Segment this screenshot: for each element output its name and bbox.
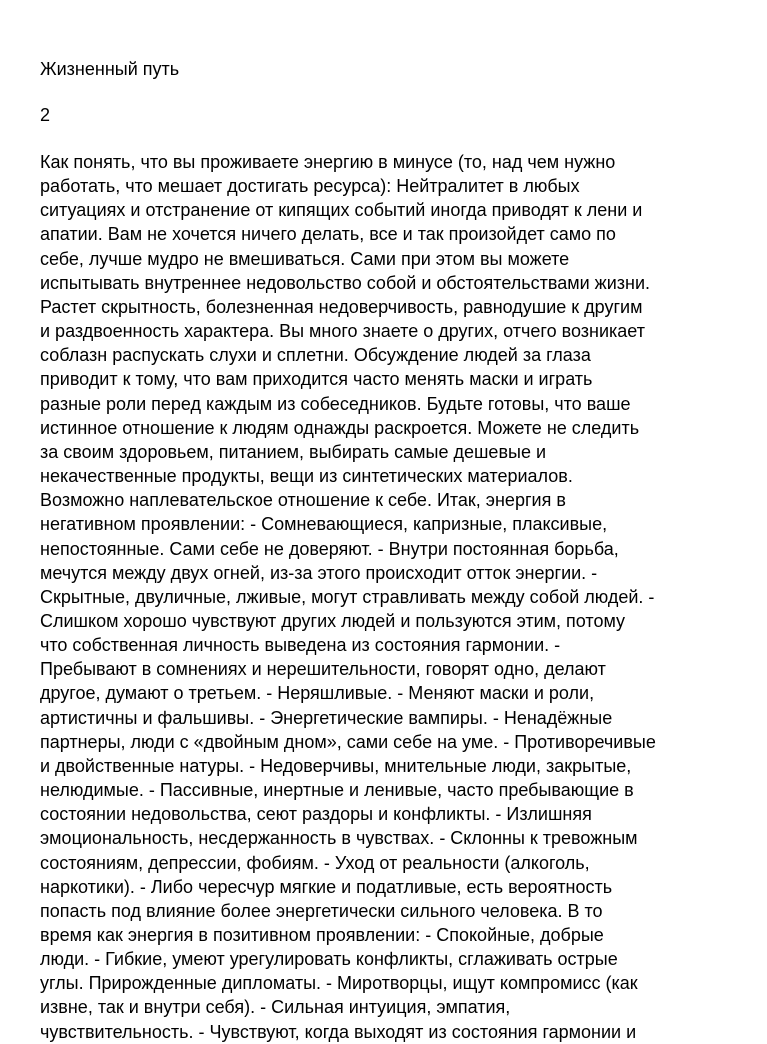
text-line: Как понять, что вы проживаете энергию в минусе (то, над чем нужно bbox=[40, 152, 616, 172]
text-line: эмоциональность, несдержанность в чувствах. - Склонны к тревожным bbox=[40, 828, 638, 849]
text-line: другое, думают о третьем. - Неряшливые. - Меняют маски и роли, bbox=[40, 683, 595, 704]
body-paragraph bbox=[40, 150, 740, 1044]
text-line: нелюдимые. - Пассивные, инертные и ленивые, часто пребывающие в bbox=[40, 780, 634, 801]
text-line: партнеры, люди с «двойным дном», сами себе на уме. - Противоречивые bbox=[40, 731, 656, 752]
text-line: испытывать внутреннее недовольство собой и обстоятельствами жизни. bbox=[40, 272, 651, 293]
text-line: непостоянные. Сами себе не доверяют. - Внутри постоянная борьба, bbox=[40, 538, 619, 559]
text-line: апатии. Вам не хочется ничего делать, все и так произойдет само по bbox=[40, 224, 616, 245]
text-line: Пребывают в сомнениях и нерешительности, говорят одно, делают bbox=[40, 659, 606, 680]
text-line: Скрытные, двуличные, лживые, могут стравливать между собой людей. - bbox=[40, 586, 655, 607]
text-line: что собственная личность выведена из состояния гармонии. - bbox=[40, 635, 561, 656]
text-line: Возможно наплевательское отношение к себе. Итак, энергия в bbox=[40, 490, 566, 511]
text-line: работать, что мешает достигать ресурса): Нейтралитет в любых bbox=[40, 176, 580, 197]
text-line: чувствительность. - Чувствуют, когда выходят из состояния гармонии и bbox=[40, 1021, 637, 1042]
text-line: разные роли перед каждым из собеседников. Будьте готовы, что ваше bbox=[40, 393, 631, 414]
text-line: некачественные продукты, вещи из синтетических материалов. bbox=[40, 466, 573, 487]
text-line: наркотики). - Либо чересчур мягкие и податливые, есть вероятность bbox=[40, 876, 613, 897]
text-line: и раздвоенность характера. Вы много знаете о других, отчего возникает bbox=[40, 321, 645, 342]
text-line: люди. - Гибкие, умеют урегулировать конфликты, сглаживать острые bbox=[40, 949, 618, 970]
text-line: артистичны и фальшивы. - Энергетические вампиры. - Ненадёжные bbox=[40, 707, 613, 728]
text-line: извне, так и внутри себя). - Сильная интуиция, эмпатия, bbox=[40, 997, 511, 1018]
text-line: ситуациях и отстранение от кипящих событий иногда приводят к лени и bbox=[40, 200, 643, 221]
text-line: углы. Прирожденные дипломаты. - Миротворцы, ищут компромисс (как bbox=[40, 973, 638, 994]
text-line: попасть под влияние более энергетически сильного человека. В то bbox=[40, 900, 603, 921]
text-line: Растет скрытность, болезненная недоверчивость, равнодушие к другим bbox=[40, 296, 643, 317]
text-line: состояниям, депрессии, фобиям. - Уход от реальности (алкоголь, bbox=[40, 852, 590, 873]
text-line: время как энергия в позитивном проявлении: - Спокойные, добрые bbox=[40, 925, 604, 945]
text-line: мечутся между двух огней, из-за этого происходит отток энергии. - bbox=[40, 562, 598, 583]
text-line: негативном проявлении: - Сомневающиеся, капризные, плаксивые, bbox=[40, 514, 608, 535]
text-line: и двойственные натуры. - Недоверчивы, мнительные люди, закрытые, bbox=[40, 755, 632, 776]
page-number: 2 bbox=[40, 105, 51, 125]
text-line: Слишком хорошо чувствуют других людей и пользуются этим, потому bbox=[40, 610, 626, 631]
text-line: приводит к тому, что вам приходится часто менять маски и играть bbox=[40, 369, 593, 390]
text-line: себе, лучше мудро не вмешиваться. Сами при этом вы можете bbox=[40, 248, 570, 269]
text-line: соблазн распускать слухи и сплетни. Обсуждение людей за глаза bbox=[40, 345, 591, 366]
text-line: истинное отношение к людям однажды раскроется. Можете не следить bbox=[40, 417, 640, 438]
text-line: за своим здоровьем, питанием, выбирать самые дешевые и bbox=[40, 441, 547, 462]
text-line: состоянии недовольства, сеют раздоры и конфликты. - Излишняя bbox=[40, 804, 592, 825]
document-title: Жизненный путь bbox=[40, 59, 180, 79]
